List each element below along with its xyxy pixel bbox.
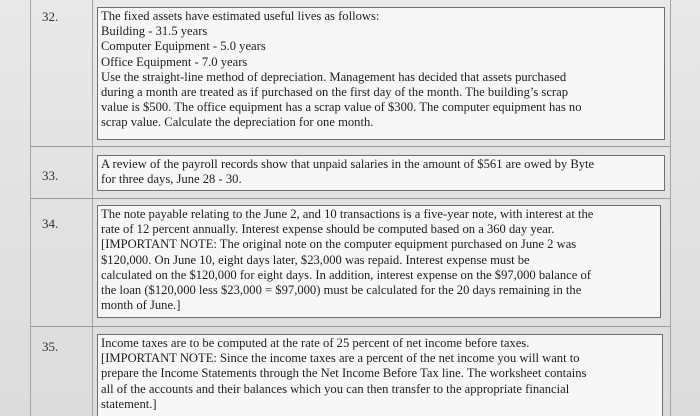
- text-line: value is $500. The office equipment has a scrap value of $300. The computer equipment has no: [101, 100, 582, 115]
- text-line: [IMPORTANT NOTE: Since the income taxes are a percent of the net income you will want to: [101, 351, 580, 366]
- text-line: rate of 12 percent annually. Interest expense should be computed based on a 360 day year.: [101, 222, 555, 237]
- text-line: the loan ($120,000 less $23,000 = $97,000) must be calculated for the 20 days remaining in the: [101, 283, 582, 298]
- text-line: month of June.]: [101, 298, 181, 313]
- item-text-box: [97, 205, 661, 318]
- item-number: 35.: [42, 339, 59, 354]
- text-line: Income taxes are to be computed at the rate of 25 percent of net income before taxes.: [101, 336, 530, 350]
- table-right-border: [670, 0, 671, 416]
- text-line: Building - 31.5 years: [101, 24, 208, 39]
- text-line: [IMPORTANT NOTE: The original note on the computer equipment purchased on June 2 was: [101, 237, 577, 252]
- item-text-box: [97, 155, 665, 191]
- item-number: 33.: [42, 168, 59, 183]
- text-line: all of the accounts and their balances which you can then transfer to the appropriate financial: [101, 381, 570, 396]
- text-line: A review of the payroll records show that unpaid salaries in the amount of $561 are owed by Byte: [101, 157, 595, 171]
- text-line: for three days, June 28 - 30.: [101, 172, 242, 187]
- table-left-border: [30, 0, 31, 416]
- text-line: The note payable relating to the June 2, and 10 transactions is a five-year note, with interest at the: [101, 207, 594, 221]
- text-line: Computer Equipment - 5.0 years: [101, 39, 266, 54]
- row-divider: [30, 146, 670, 147]
- text-line: The fixed assets have estimated useful lives as follows:: [101, 9, 380, 23]
- text-line: calculated on the $120,000 for eight days. In addition, interest expense on the $97,000 balance of: [101, 267, 591, 282]
- item-number: 32.: [42, 9, 59, 24]
- row-divider: [30, 326, 670, 327]
- text-line: statement.]: [101, 396, 157, 411]
- text-line: Use the straight-line method of depreciation. Management has decided that assets purchased: [101, 69, 567, 84]
- text-line: $120,000. On June 10, eight days later, $23,000 was repaid. Interest expense must be: [101, 252, 530, 267]
- item-text-box: [97, 334, 663, 416]
- text-line: Office Equipment - 7.0 years: [101, 54, 248, 69]
- text-line: during a month are treated as if purchased on the first day of the month. The building’s scrap: [101, 85, 569, 100]
- text-line: prepare the Income Statements through the Net Income Before Tax line. The worksheet contains: [101, 366, 587, 381]
- item-number: 34.: [42, 216, 59, 231]
- item-text-box: [97, 7, 665, 140]
- row-divider: [30, 198, 670, 199]
- text-line: scrap value. Calculate the depreciation for one month.: [101, 115, 374, 130]
- column-divider: [92, 0, 93, 416]
